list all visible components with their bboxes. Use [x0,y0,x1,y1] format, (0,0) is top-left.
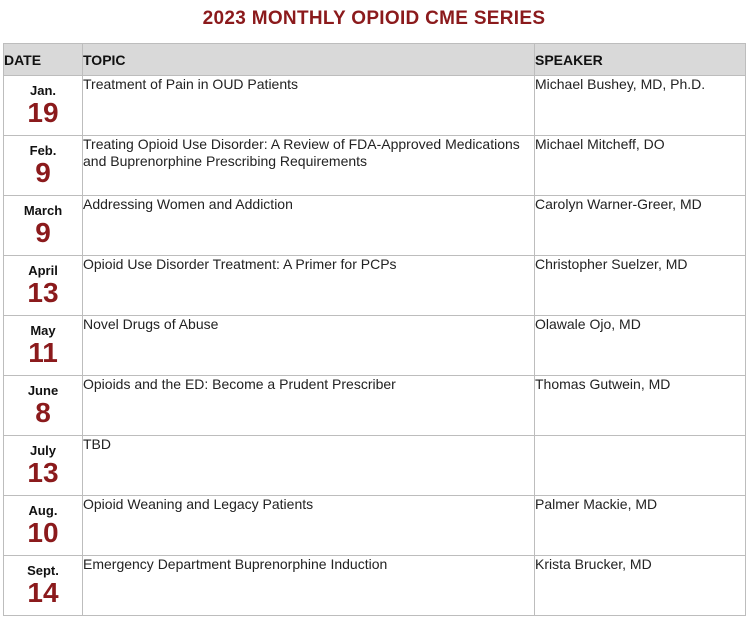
table-row [4,76,746,136]
month-label: April [28,263,58,278]
month-label: Sept. [27,563,59,578]
table-header-row [4,44,746,76]
month-label: June [27,383,59,398]
month-label: Aug. [28,503,58,518]
table-row [4,196,746,256]
day-number: 11 [28,337,58,368]
date-cell [4,316,83,376]
speaker-cell: Carolyn Warner-Greer, MD [535,196,746,256]
month-label: Jan. [29,83,56,98]
date-cell [4,376,83,436]
speaker-cell: Michael Mitcheff, DO [535,136,746,196]
topic-cell: Treatment of Pain in OUD Patients [83,76,535,136]
topic-cell: Opioids and the ED: Become a Prudent Prescriber [83,376,535,436]
day-number: 19 [27,97,59,128]
day-number: 9 [35,217,51,248]
speaker-cell: Palmer Mackie, MD [535,496,746,556]
topic-cell: Treating Opioid Use Disorder: A Review of FDA-Approved Medications and Buprenorphine Prescribing Requirements [83,136,535,196]
table-row [4,376,746,436]
date-cell [4,76,83,136]
table-row [4,136,746,196]
table-row [4,436,746,496]
speaker-cell [535,436,746,496]
table-row [4,556,746,616]
date-cell [4,136,83,196]
date-cell [4,196,83,256]
day-number: 14 [27,577,59,608]
month-label: May [30,323,56,338]
day-number: 13 [27,457,59,488]
speaker-cell: Thomas Gutwein, MD [535,376,746,436]
column-header-speaker: SPEAKER [535,44,746,76]
table-row [4,316,746,376]
month-label: March [23,203,63,218]
column-header-topic: TOPIC [83,44,535,76]
topic-cell: Emergency Department Buprenorphine Induction [83,556,535,616]
day-number: 13 [27,277,59,308]
page-title: 2023 MONTHLY OPIOID CME SERIES [202,8,546,29]
topic-cell: Opioid Use Disorder Treatment: A Primer for PCPs [83,256,535,316]
date-cell [4,556,83,616]
day-number: 10 [27,517,59,548]
topic-cell: Opioid Weaning and Legacy Patients [83,496,535,556]
cme-schedule-table [3,43,746,616]
speaker-cell: Krista Brucker, MD [535,556,746,616]
topic-cell: Novel Drugs of Abuse [83,316,535,376]
column-header-date: DATE [4,44,83,76]
day-number: 9 [35,157,51,188]
day-number: 8 [35,397,51,428]
date-cell [4,256,83,316]
month-label: Feb. [29,143,57,158]
speaker-cell: Christopher Suelzer, MD [535,256,746,316]
table-row [4,256,746,316]
date-cell [4,436,83,496]
speaker-cell: Olawale Ojo, MD [535,316,746,376]
speaker-cell: Michael Bushey, MD, Ph.D. [535,76,746,136]
table-row [4,496,746,556]
topic-cell: TBD [83,436,535,496]
date-cell [4,496,83,556]
topic-cell: Addressing Women and Addiction [83,196,535,256]
month-label: July [29,443,56,458]
